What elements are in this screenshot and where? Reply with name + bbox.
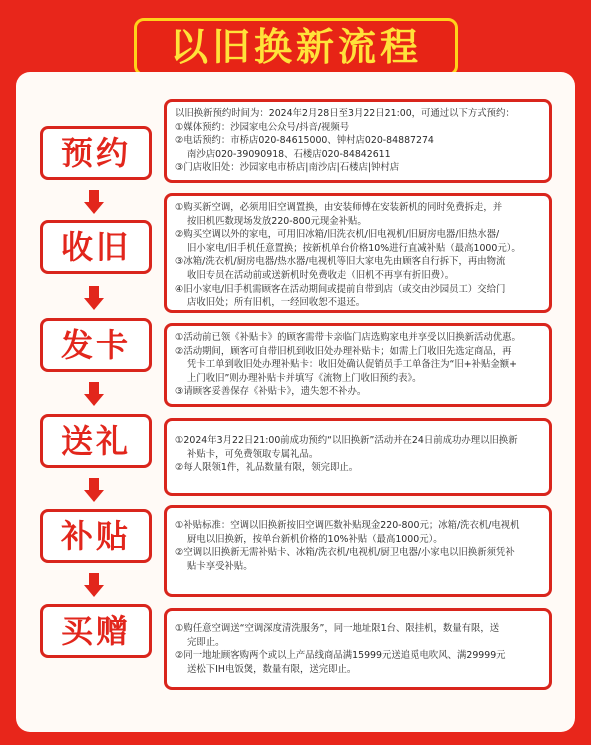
step-text-line: 南沙店020-39090918、石楼店020-84842611 (187, 148, 391, 160)
step-box-purchase-gift (164, 608, 552, 690)
step-box-gift (164, 418, 552, 496)
page-title-banner (134, 18, 458, 76)
step-label-text: 送礼 (60, 422, 131, 460)
down-arrow-icon (84, 382, 104, 408)
down-arrow-icon (84, 478, 104, 504)
step-label-card (40, 318, 152, 372)
step-label-recycle (40, 220, 152, 274)
step-lines (175, 201, 541, 310)
step-text-line: 上门收旧”则办理补贴卡并填写《流物上门收旧预约表》。 (187, 372, 422, 384)
step-text-line: ③门店收旧处：沙园家电市桥店|南沙店|石楼店|钟村店 (175, 162, 400, 174)
step-label-text: 收旧 (60, 228, 131, 266)
step-text-line: ①2024年3月22日21:00前成功预约“以旧换新”活动并在24日前成功办理以旧换新 (175, 435, 518, 446)
step-box-recycle (164, 193, 552, 313)
step-text-line: 补贴卡，可免费领取专属礼品。 (187, 448, 319, 460)
step-text-line: ①媒体预约：沙园家电公众号/抖音/视频号 (175, 121, 350, 133)
step-label-gift (40, 414, 152, 468)
step-text-line: 凭卡工单到收旧处办理补贴卡：收旧处确认促销员手工单备注为“旧+补贴金额+ (187, 359, 517, 371)
step-text-line: ①活动前已领《补贴卡》的顾客需带卡亲临门店选购家电并享受以旧换新活动优惠。 (175, 332, 521, 343)
step-text-line: 以旧换新预约时间为：2024年2月28日至3月22日21:00，可通过以下方式预约： (175, 108, 515, 119)
step-text-line: 按旧机匹数现场发放220-800元现金补贴。 (187, 215, 367, 227)
page-title: 以旧换新流程 (169, 25, 422, 69)
step-text-line: ①补贴标准：空调以旧换新按旧空调匹数补贴现金220-800元；冰箱/洗衣机/电视机 (175, 520, 520, 531)
down-arrow-icon (84, 286, 104, 312)
step-box-reservation (164, 99, 552, 183)
step-box-subsidy (164, 505, 552, 597)
step-lines (175, 331, 541, 399)
down-arrow-icon (84, 190, 104, 216)
step-text-line: 厨电以旧换新，按单台新机价格的10%补贴（最高1000元）。 (187, 533, 443, 545)
step-label-purchase-gift (40, 604, 152, 658)
step-text-line: ②活动期间，顾客可自带旧机到收旧处办理补贴卡；如需上门收旧先选定商品，再 (175, 345, 512, 357)
step-text-line: 贴卡享受补贴。 (187, 560, 253, 572)
step-text-line: ④旧小家电/旧手机需顾客在活动期间或提前自带到店（或交由沙园员工）交给门 (175, 283, 506, 295)
step-label-subsidy (40, 509, 152, 563)
step-text-line: ②空调以旧换新无需补贴卡、冰箱/洗衣机/电视机/厨卫电器/小家电以旧换新须凭补 (175, 547, 515, 559)
step-text-line: ①购任意空调送“空调深度清洗服务”，同一地址限1台、限挂机，数量有限，送 (175, 623, 500, 634)
step-label-text: 补贴 (60, 517, 131, 555)
step-text-line: ③请顾客妥善保存《补贴卡》，遗失恕不补办。 (175, 386, 367, 398)
step-text-line: 旧小家电/旧手机任意置换；按新机单台价格10%进行直减补贴（最高1000元）。 (187, 242, 521, 254)
step-text-line: ②同一地址顾客购两个或以上产品线商品满15999元送追觅电吹风、满29999元 (175, 650, 506, 662)
step-text-line: 店收旧处；所有旧机，一经回收恕不退还。 (187, 297, 366, 309)
step-text-line: 完即止。 (187, 636, 225, 648)
down-arrow-icon (84, 573, 104, 599)
step-text-line: ②购买空调以外的家电，可用旧冰箱/旧洗衣机/旧电视机/旧厨房电器/旧热水器/ (175, 229, 500, 241)
step-text-line: 送松下IH电饭煲，数量有限，送完即止。 (187, 663, 357, 675)
step-lines (175, 616, 541, 676)
step-label-text: 预约 (60, 134, 131, 172)
step-text-line: ③冰箱/洗衣机/厨房电器/热水器/电视机等旧大家电先由顾客自行拆下，再由物流 (175, 256, 506, 268)
step-lines (175, 513, 541, 573)
step-box-card (164, 323, 552, 407)
step-text-line: ①购买新空调，必须用旧空调置换，由安装师傅在安装新机的同时免费拆走，并 (175, 202, 503, 213)
step-text-line: ②电话预约：市桥店020-84615000、钟村店020-84887274 (175, 135, 434, 147)
step-lines (175, 107, 541, 175)
step-label-text: 发卡 (60, 326, 131, 364)
step-text-line: ②每人限领1件，礼品数量有限，领完即止。 (175, 462, 359, 474)
step-lines (175, 426, 541, 475)
step-text-line: 收旧专员在活动前或送新机时免费收走（旧机不再享有折旧费）。 (187, 269, 455, 281)
step-label-reservation (40, 126, 152, 180)
step-label-text: 买赠 (60, 612, 131, 650)
